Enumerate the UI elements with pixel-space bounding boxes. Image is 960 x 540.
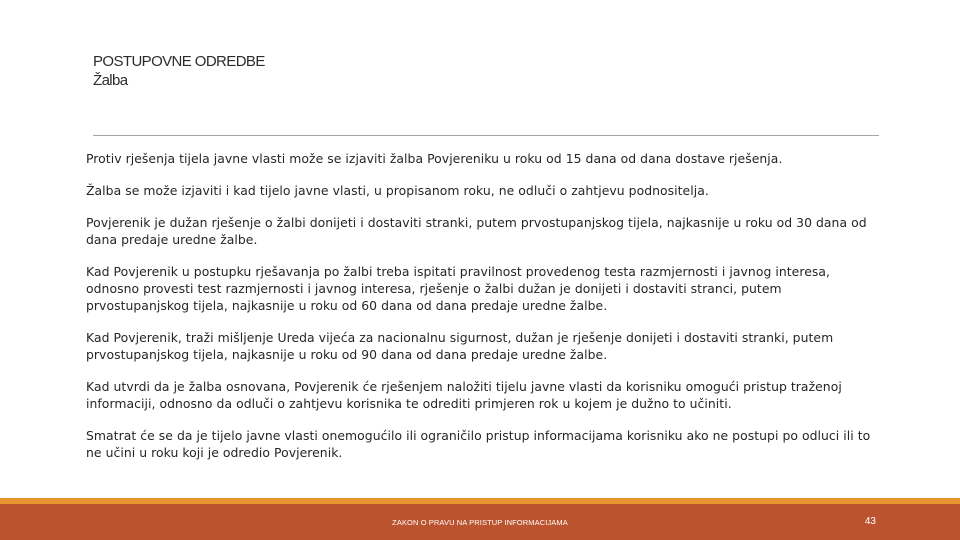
slide-title: POSTUPOVNE ODREDBE xyxy=(93,53,265,70)
slide-body xyxy=(86,150,886,476)
title-divider xyxy=(93,135,879,136)
page-number: 43 xyxy=(864,516,876,527)
slide-subtitle: Žalba xyxy=(93,72,128,89)
slide-title-block xyxy=(93,52,693,90)
paragraph: Kad Povjerenik u postupku rješavanja po žalbi treba ispitati pravilnost provedenog testa razmjernosti i javnog interesa, odnosno provesti test razmjernosti i javnog interesa, rješenje o žalbi dužan je donijeti i dostaviti stranci, putem prvostupanjskog tijela, najkasnije u roku od 60 dana od dana predaje uredne žalbe. xyxy=(86,264,831,313)
paragraph: Žalba se može izjaviti i kad tijelo javne vlasti, u propisanom roku, ne odluči o zahtjevu podnositelja. xyxy=(86,183,709,198)
paragraph: Kad Povjerenik, traži mišljenje Ureda vijeća za nacionalnu sigurnost, dužan je rješenje donijeti i dostaviti stranki, putem prvostupanjskog tijela, najkasnije u roku od 90 dana od dana predaje uredne žalbe. xyxy=(86,330,834,362)
footer-title: ZAKON O PRAVU NA PRISTUP INFORMACIJAMA xyxy=(392,518,568,527)
slide-footer xyxy=(0,504,960,540)
paragraph: Kad utvrdi da je žalba osnovana, Povjerenik će rješenjem naložiti tijelu javne vlasti da korisniku omogući pristup traženoj informaciji, odnosno da odluči o zahtjevu korisnika te odrediti primjeren rok u kojem je dužno to učiniti. xyxy=(86,379,842,411)
paragraph: Smatrat će se da je tijelo javne vlasti onemogućilo ili ograničilo pristup informacijama korisniku ako ne postupi po odluci ili to ne učini u roku koji je odredio Povjerenik. xyxy=(86,428,871,460)
paragraph: Protiv rješenja tijela javne vlasti može se izjaviti žalba Povjereniku u roku od 15 dana od dana dostave rješenja. xyxy=(86,151,783,166)
paragraph: Povjerenik je dužan rješenje o žalbi donijeti i dostaviti stranki, putem prvostupanjskog tijela, najkasnije u roku od 30 dana od dana predaje uredne žalbe. xyxy=(86,215,867,247)
